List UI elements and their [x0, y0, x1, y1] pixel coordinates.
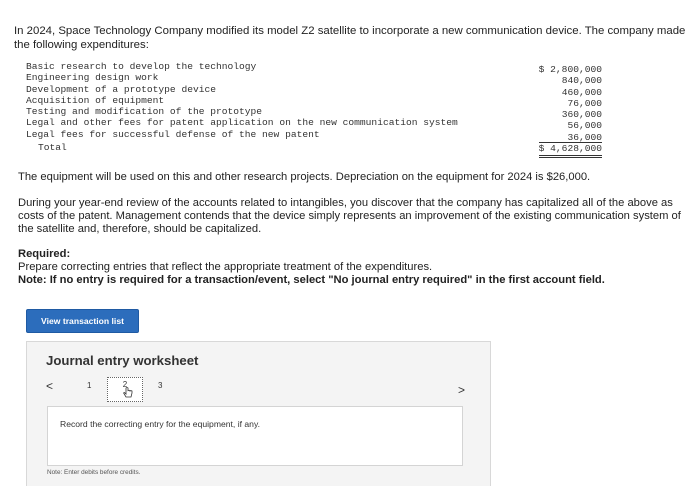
expenditure-amount: 56,000 — [567, 120, 602, 132]
review-paragraph — [18, 197, 694, 236]
expenditure-row — [26, 117, 602, 132]
total-amount: $ 4,628,000 — [539, 142, 602, 158]
expenditure-label: Engineering design work — [26, 72, 159, 84]
expenditure-row — [26, 128, 602, 143]
required-note: Note: If no entry is required for a transaction/event, select "No journal entry required" in the first account field. — [18, 274, 605, 286]
equipment-paragraph: The equipment will be used on this and other research projects. Depreciation on the equipment for 2024 is $26,000. — [18, 171, 591, 183]
expenditure-amount: $ 2,800,000 — [538, 64, 602, 75]
review-line-1: During your year-end review of the accounts related to intangibles, you discover that the company has capitalized all of the above as — [18, 197, 673, 209]
expenditure-label: Acquisition of equipment — [26, 94, 165, 106]
expenditure-amount: 36,000 — [567, 131, 602, 143]
expenditure-label: Legal fees for successful defense of the new patent — [26, 128, 320, 140]
expenditure-row — [26, 106, 602, 121]
worksheet-note: Note: Enter debits before credits. — [47, 469, 141, 476]
previous-page-icon[interactable]: < — [46, 379, 54, 393]
worksheet-instruction: Record the correcting entry for the equipment, if any. — [60, 419, 260, 429]
worksheet-title: Journal entry worksheet — [46, 353, 199, 368]
expenditure-row — [26, 94, 602, 109]
view-transaction-list-button[interactable]: View transaction list — [26, 309, 139, 333]
expenditure-label: Legal and other fees for patent application on the new communication system — [26, 117, 458, 129]
hand-pointer-icon — [123, 387, 133, 399]
expenditure-row — [26, 61, 602, 75]
expenditure-amount: 460,000 — [561, 86, 602, 98]
review-line-2: costs of the patent. Management contends that the device simply represents an improvement of the existing communication system of — [18, 210, 681, 222]
required-text: Prepare correcting entries that reflect the appropriate treatment of the expenditures. — [18, 261, 433, 273]
expenditure-total-row — [26, 142, 602, 153]
expenditure-amount: 840,000 — [561, 75, 602, 87]
required-section — [18, 248, 694, 287]
total-label: Total — [38, 142, 67, 154]
problem-intro — [14, 24, 696, 52]
worksheet-page-2[interactable] — [107, 377, 143, 402]
expenditure-label: Development of a prototype device — [26, 83, 216, 95]
worksheet-page-3[interactable]: 3 — [158, 381, 163, 390]
expenditure-row — [26, 83, 602, 98]
intro-line-1: In 2024, Space Technology Company modified its model Z2 satellite to incorporate a new communication device. The company made — [14, 25, 686, 37]
expenditure-label: Testing and modification of the prototype — [26, 106, 263, 118]
worksheet-page-2-label: 2 — [122, 380, 128, 389]
instruction-box — [47, 406, 463, 466]
review-line-3: the satellite and, therefore, should be capitalized. — [18, 223, 262, 235]
worksheet-page-1[interactable]: 1 — [87, 381, 92, 390]
required-heading: Required: — [18, 248, 71, 260]
expenditure-table — [26, 61, 602, 153]
expenditure-amount: 360,000 — [561, 109, 602, 121]
expenditure-row — [26, 72, 602, 87]
intro-line-2: the following expenditures: — [14, 39, 149, 51]
next-page-icon[interactable]: > — [458, 383, 466, 397]
expenditure-label: Basic research to develop the technology — [26, 61, 257, 72]
expenditure-amount: 76,000 — [567, 97, 602, 109]
journal-entry-worksheet — [26, 341, 491, 486]
